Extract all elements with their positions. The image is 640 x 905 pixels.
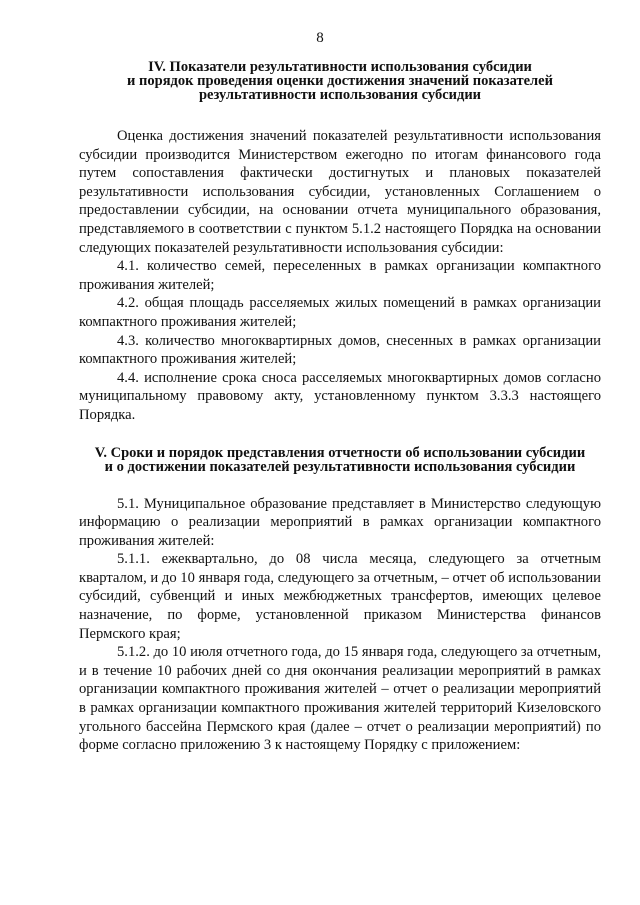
paragraph-assessment: Оценка достижения значений показателей результативности использования субсидии производится Министерством ежегодно по итогам финансового года путем сопоставления фактически достигнутых и плановых показателей результативности использования субсидии, установленных Соглашением о предоставлении субсидии, на основании отчета муниципального образования, представляемого в соответствии с пунктом 5.1.2 настоящего Порядка на основании следующих показателей результативности использования субсидии: — [79, 128, 601, 256]
paragraph-5-1: 5.1. Муниципальное образование представляет в Министерство следующую информацию о реализации мероприятий в рамках организации компактного проживания жителей: — [79, 495, 601, 549]
section-5-title-line: V. Сроки и порядок представления отчетности об использовании субсидии — [94, 444, 586, 461]
paragraph-4-3: 4.3. количество многоквартирных домов, снесенных в рамках организации компактного проживания жителей; — [79, 332, 601, 368]
paragraph-5-1-2: 5.1.2. до 10 июля отчетного года, до 15 января года, следующего за отчетным, и в течение 10 рабочих дней со дня окончания реализации мероприятий в рамках организации компактного проживания жителей – отчет о реализации мероприятий в рамках организации компактного проживания жителей территорий Кизеловского угольного бассейна Пермского края (далее – отчет о реализации мероприятий) по форме согласно приложению 3 к настоящему Порядку с приложением: — [79, 644, 601, 754]
paragraph-4-2: 4.2. общая площадь расселяемых жилых помещений в рамках организации компактного проживания жителей; — [79, 295, 601, 330]
section-4-title — [79, 60, 601, 102]
paragraph-5-1-1: 5.1.1. ежеквартально, до 08 числа месяца, следующего за отчетным кварталом, и до 10 января года, следующего за отчетным, – отчет об использовании субсидий, субвенций и иных межбюджетных трансфертов, имеющих целевое назначение, по форме, установленной приказом Министерства финансов Пермского края; — [79, 551, 601, 642]
section-4-title-line: результативности использования субсидии — [198, 87, 482, 103]
section-4-body — [79, 127, 601, 425]
page-number: 8 — [316, 30, 324, 46]
paragraph-4-4: 4.4. исполнение срока сноса расселяемых многоквартирных домов согласно муниципальному правовому акту, установленному пунктом 3.3.3 настоящего Порядка. — [79, 369, 601, 423]
section-4-title-line: IV. Показатели результативности использования субсидии — [148, 59, 532, 75]
paragraph-4-1: 4.1. количество семей, переселенных в рамках организации компактного проживания жителей; — [79, 258, 601, 293]
section-5-body — [79, 495, 601, 755]
section-5-title-line: и о достижении показателей результативности использования субсидии — [104, 458, 576, 475]
section-4-title-line: и порядок проведения оценки достижения значений показателей — [127, 73, 553, 89]
document-body — [79, 60, 601, 755]
section-5-title — [79, 446, 601, 474]
